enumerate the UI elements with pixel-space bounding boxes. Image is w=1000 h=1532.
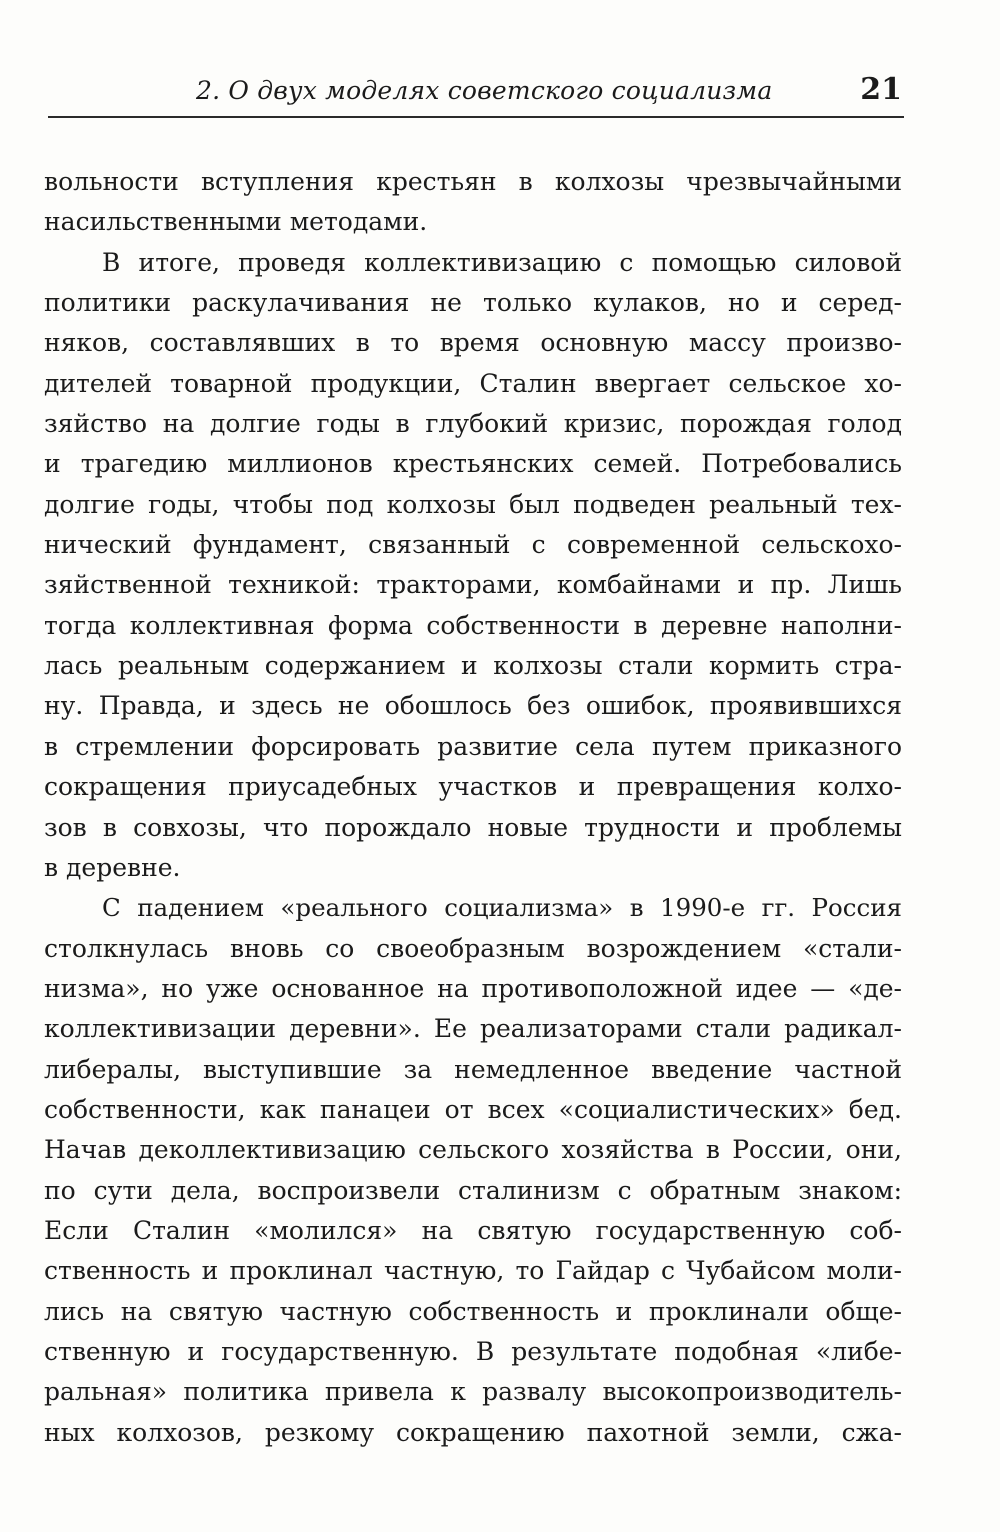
- text-line: ственную и государственную. В результате подобная «либе-: [44, 1336, 902, 1366]
- text-line: ральная» политика привела к развалу высокопроизводитель-: [44, 1377, 902, 1407]
- text-line: в деревне.: [44, 852, 181, 882]
- text-line: политики раскулачивания не только кулаков, но и серед-: [44, 288, 902, 318]
- text-line: лись на святую частную собственность и проклинали обще-: [44, 1296, 902, 1326]
- text-line: Начав деколлективизацию сельского хозяйства в России, они,: [44, 1135, 902, 1165]
- text-line: низма», но уже основанное на противоположной идее — «де-: [44, 973, 902, 1003]
- text-line: вольности вступления крестьян в колхозы чрезвычайными: [44, 167, 902, 196]
- text-line: ну. Правда, и здесь не обошлось без ошибок, проявившихся: [44, 691, 902, 721]
- text-line: ных колхозов, резкому сокращению пахотной земли, сжа-: [44, 1417, 902, 1447]
- text-line: тогда коллективная форма собственности в деревне наполни-: [44, 610, 902, 640]
- text-line: ственность и проклинал частную, то Гайдар с Чубайсом моли-: [44, 1256, 902, 1286]
- text-line: и трагедию миллионов крестьянских семей. Потребовались: [44, 449, 902, 479]
- text-line: собственности, как панацеи от всех «социалистических» бед.: [44, 1094, 902, 1124]
- text-line: нический фундамент, связанный с современной сельскохо-: [44, 530, 902, 560]
- text-line: зяйство на долгие годы в глубокий кризис, порождая голод: [44, 409, 902, 439]
- text-line: долгие годы, чтобы под колхозы был подведен реальный тех-: [44, 489, 902, 519]
- text-line: зов в совхозы, что порождало новые трудности и проблемы: [44, 812, 902, 842]
- chapter-title: 2. О двух моделях советского социализма: [196, 76, 773, 105]
- text-line: В итоге, проведя коллективизацию с помощью силовой: [102, 247, 902, 277]
- text-line: в стремлении форсировать развитие села путем приказного: [44, 731, 902, 761]
- text-line: по сути дела, воспроизвели сталинизм с обратным знаком:: [44, 1175, 902, 1205]
- text-line: сокращения приусадебных участков и превращения колхо-: [44, 772, 902, 802]
- text-line: коллективизации деревни». Ее реализаторами стали радикал-: [44, 1014, 902, 1044]
- running-header: [48, 70, 904, 118]
- text-line: Если Сталин «молился» на святую государственную соб-: [44, 1215, 902, 1245]
- text-line: няков, составлявших в то время основную массу произво-: [44, 328, 902, 358]
- text-line: насильственными методами.: [44, 207, 428, 237]
- text-line: С падением «реального социализма» в 1990-е гг. Россия: [102, 893, 902, 923]
- text-line: лась реальным содержанием и колхозы стали кормить стра-: [44, 651, 902, 681]
- text-line: либералы, выступившие за немедленное введение частной: [44, 1054, 902, 1084]
- text-line: дителей товарной продукции, Сталин ввергает сельское хо-: [44, 368, 902, 398]
- page-number: 21: [860, 72, 902, 107]
- body-text: [44, 162, 902, 1453]
- text-line: зяйственной техникой: тракторами, комбайнами и пр. Лишь: [44, 570, 902, 600]
- text-line: столкнулась вновь со своеобразным возрождением «стали-: [44, 933, 902, 963]
